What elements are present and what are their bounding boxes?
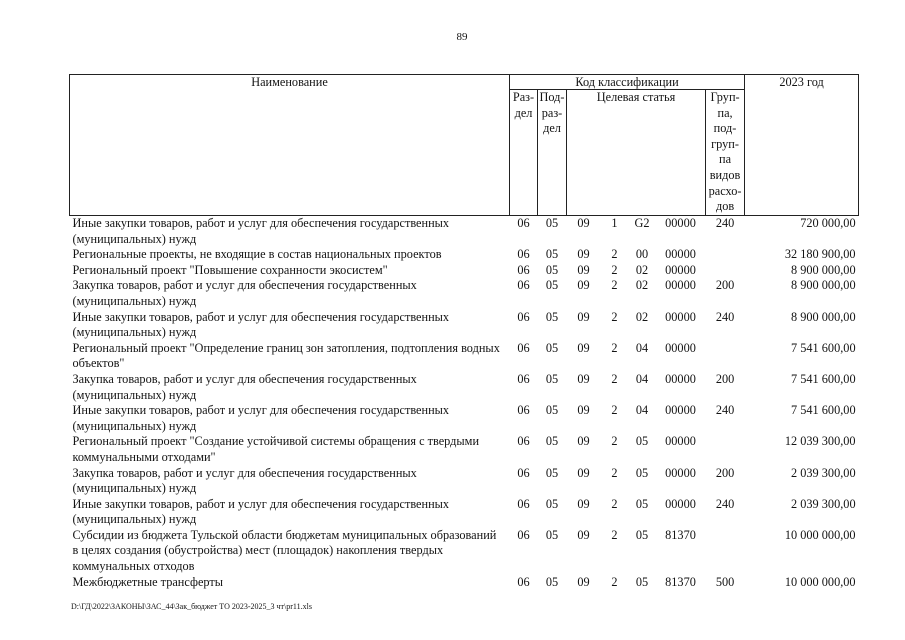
direction-code: 81370 xyxy=(665,574,696,589)
row-name-line: Закупка товаров, работ и услуг для обеспечения государственных xyxy=(72,371,417,386)
program-code: 09 xyxy=(577,496,590,511)
direction-code: 00000 xyxy=(665,309,696,324)
table-row xyxy=(70,278,859,309)
header-expense-type-line: груп- xyxy=(711,136,739,151)
row-name-line: (муниципальных) нужд xyxy=(72,512,197,527)
header-row-1 xyxy=(70,75,859,90)
project-code: 04 xyxy=(635,403,649,418)
header-section-line: Раз- xyxy=(512,90,535,104)
amount-2023: 2 039 300,00 xyxy=(791,496,856,511)
row-name-line: (муниципальных) нужд xyxy=(72,418,197,433)
expense-type-code: 200 xyxy=(715,465,735,480)
subprogram-code: 2 xyxy=(611,247,618,262)
subprogram-code: 2 xyxy=(611,496,618,511)
table-row xyxy=(70,263,859,279)
header-name: Наименование xyxy=(70,75,510,216)
subsection-code: 05 xyxy=(545,574,559,589)
row-name xyxy=(70,528,510,575)
project-code: 05 xyxy=(635,465,649,480)
table-row xyxy=(70,497,859,528)
project-code: 04 xyxy=(635,371,649,386)
section-code: 06 xyxy=(517,574,530,589)
table-row xyxy=(70,310,859,341)
row-name-line: Иные закупки товаров, работ и услуг для обеспечения государственных xyxy=(72,309,450,324)
direction-code: 00000 xyxy=(665,403,696,418)
subprogram-code: 2 xyxy=(611,465,618,480)
table-row xyxy=(70,434,859,465)
table-row xyxy=(70,341,859,372)
subsection-code: 05 xyxy=(545,403,559,418)
program-code: 09 xyxy=(577,465,590,480)
project-code: 02 xyxy=(635,278,649,293)
amount-2023: 2 039 300,00 xyxy=(791,465,856,480)
amount-2023: 7 541 600,00 xyxy=(791,340,856,355)
program-code: 09 xyxy=(577,371,590,386)
header-expense-type-line: под- xyxy=(713,121,737,136)
row-name-line: Региональные проекты, не входящие в состав национальных проектов xyxy=(72,247,442,262)
row-name-line: (муниципальных) нужд xyxy=(72,325,197,340)
header-classification-code: Код классификации xyxy=(510,75,745,90)
header-expense-type-line: Груп- xyxy=(710,90,740,104)
program-code: 09 xyxy=(577,247,590,262)
row-name-line: Иные закупки товаров, работ и услуг для обеспечения государственных xyxy=(72,403,450,418)
program-code: 09 xyxy=(577,340,590,355)
row-name xyxy=(70,278,510,309)
subprogram-code: 2 xyxy=(611,309,618,324)
expense-type-code xyxy=(706,247,745,263)
expense-type-code: 240 xyxy=(715,403,735,418)
direction-code: 00000 xyxy=(665,216,696,230)
section-code: 06 xyxy=(517,371,530,386)
subsection-code: 05 xyxy=(545,278,559,293)
direction-code: 00000 xyxy=(665,465,696,480)
project-code: 05 xyxy=(635,527,649,542)
row-name xyxy=(70,575,510,591)
expense-type-code: 500 xyxy=(715,574,735,589)
header-expense-type-line: расхо- xyxy=(708,183,742,198)
project-code: 02 xyxy=(635,309,649,324)
section-code: 06 xyxy=(517,434,530,449)
section-code: 06 xyxy=(517,309,530,324)
section-code: 06 xyxy=(517,278,530,293)
footer-file-path: D:\ГД\2022\ЗАКОНЫ\ЗАС_44\Зак_бюджет ТО 2023-2025_3 чт\pr11.xls xyxy=(71,602,312,611)
subsection-code: 05 xyxy=(545,247,559,262)
header-expense-type-group xyxy=(706,90,745,216)
expense-type-code xyxy=(706,341,745,372)
table-header xyxy=(70,75,859,216)
direction-code: 00000 xyxy=(665,262,696,277)
table-row xyxy=(70,466,859,497)
subsection-code: 05 xyxy=(545,340,559,355)
header-year: 2023 год xyxy=(745,75,859,216)
amount-2023: 12 039 300,00 xyxy=(784,434,856,449)
header-subsection xyxy=(538,90,567,216)
program-code: 09 xyxy=(577,309,590,324)
row-name-line: Иные закупки товаров, работ и услуг для обеспечения государственных xyxy=(72,496,450,511)
amount-2023: 7 541 600,00 xyxy=(791,403,856,418)
row-name-line: Закупка товаров, работ и услуг для обеспечения государственных xyxy=(72,278,417,293)
row-name-line: коммунальных отходов xyxy=(72,559,195,574)
program-code: 09 xyxy=(577,527,590,542)
direction-code: 00000 xyxy=(665,340,696,355)
project-code: 05 xyxy=(635,434,649,449)
subsection-code: 05 xyxy=(545,262,559,277)
project-code: 02 xyxy=(635,262,649,277)
subprogram-code: 2 xyxy=(611,371,618,386)
row-name xyxy=(70,247,510,263)
subsection-code: 05 xyxy=(545,309,559,324)
row-name-line: (муниципальных) нужд xyxy=(72,231,197,246)
section-code: 06 xyxy=(517,216,530,230)
amount-2023: 8 900 000,00 xyxy=(791,309,856,324)
direction-code: 00000 xyxy=(665,371,696,386)
row-name-line: Региональный проект "Определение границ зон затопления, подтопления водных xyxy=(72,340,500,355)
expense-type-code: 240 xyxy=(715,309,735,324)
header-expense-type-line: дов xyxy=(715,199,735,214)
table-row xyxy=(70,575,859,591)
header-target-article: Целевая статья xyxy=(567,90,706,216)
row-name-line: объектов" xyxy=(72,356,125,371)
amount-2023: 32 180 900,00 xyxy=(784,247,856,262)
expense-type-code: 240 xyxy=(715,216,735,230)
subsection-code: 05 xyxy=(545,527,559,542)
subsection-code: 05 xyxy=(545,434,559,449)
row-name-line: Иные закупки товаров, работ и услуг для обеспечения государственных xyxy=(72,216,450,230)
subprogram-code: 2 xyxy=(611,403,618,418)
row-name xyxy=(70,403,510,434)
row-name-line: (муниципальных) нужд xyxy=(72,293,197,308)
row-name xyxy=(70,466,510,497)
subprogram-code: 2 xyxy=(611,434,618,449)
row-name xyxy=(70,341,510,372)
expense-type-code: 200 xyxy=(715,278,735,293)
header-expense-type-line: видов xyxy=(709,167,741,182)
section-code: 06 xyxy=(517,527,530,542)
project-code: 05 xyxy=(635,496,649,511)
program-code: 09 xyxy=(577,434,590,449)
amount-2023: 7 541 600,00 xyxy=(791,371,856,386)
expense-type-code: 200 xyxy=(715,371,735,386)
table-row xyxy=(70,403,859,434)
subprogram-code: 2 xyxy=(611,262,618,277)
table-row xyxy=(70,528,859,575)
subprogram-code: 2 xyxy=(611,278,618,293)
section-code: 06 xyxy=(517,247,530,262)
project-code: 00 xyxy=(635,247,649,262)
section-code: 06 xyxy=(517,262,530,277)
subsection-code: 05 xyxy=(545,496,559,511)
row-name xyxy=(70,372,510,403)
expense-type-code xyxy=(706,263,745,279)
section-code: 06 xyxy=(517,403,530,418)
amount-2023: 8 900 000,00 xyxy=(791,278,856,293)
direction-code: 00000 xyxy=(665,247,696,262)
amount-2023: 720 000,00 xyxy=(800,216,856,230)
header-expense-type-line: па, xyxy=(717,105,733,120)
row-name xyxy=(70,310,510,341)
header-subsection-line: дел xyxy=(543,121,561,136)
header-section xyxy=(510,90,538,216)
project-code: 04 xyxy=(635,340,649,355)
expense-type-code: 240 xyxy=(715,496,735,511)
amount-2023: 10 000 000,00 xyxy=(784,574,856,589)
table-row xyxy=(70,247,859,263)
row-name-line: (муниципальных) нужд xyxy=(72,481,197,496)
project-code: 05 xyxy=(635,574,649,589)
header-subsection-line: раз- xyxy=(541,105,563,120)
direction-code: 81370 xyxy=(665,527,696,542)
table-row xyxy=(70,372,859,403)
subprogram-code: 2 xyxy=(611,527,618,542)
row-name-line: Субсидии из бюджета Тульской области бюджетам муниципальных образований xyxy=(72,527,497,542)
direction-code: 00000 xyxy=(665,496,696,511)
direction-code: 00000 xyxy=(665,434,696,449)
expense-type-code xyxy=(706,434,745,465)
subsection-code: 05 xyxy=(545,371,559,386)
program-code: 09 xyxy=(577,216,590,230)
table-row xyxy=(70,216,859,248)
subprogram-code: 1 xyxy=(611,216,618,230)
row-name-line: Межбюджетные трансферты xyxy=(72,574,224,589)
program-code: 09 xyxy=(577,278,590,293)
expense-type-code xyxy=(706,528,745,575)
header-subsection-line: Под- xyxy=(539,90,565,104)
subprogram-code: 2 xyxy=(611,340,618,355)
section-code: 06 xyxy=(517,340,530,355)
amount-2023: 10 000 000,00 xyxy=(784,527,856,542)
subprogram-code: 2 xyxy=(611,574,618,589)
header-section-line: дел xyxy=(514,105,533,120)
row-name-line: в целях создания (обустройства) мест (площадок) накопления твердых xyxy=(72,543,444,558)
row-name-line: Региональный проект "Повышение сохранности экосистем" xyxy=(72,262,388,277)
row-name-line: коммунальными отходами" xyxy=(72,449,216,464)
subsection-code: 05 xyxy=(545,216,559,230)
budget-table xyxy=(69,74,859,590)
header-expense-type-line: па xyxy=(719,152,732,167)
page-number: 89 xyxy=(456,31,468,43)
row-name-line: Закупка товаров, работ и услуг для обеспечения государственных xyxy=(72,465,417,480)
subsection-code: 05 xyxy=(545,465,559,480)
row-name xyxy=(70,434,510,465)
row-name xyxy=(70,263,510,279)
row-name xyxy=(70,497,510,528)
row-name-line: Региональный проект "Создание устойчивой системы обращения с твердыми xyxy=(72,434,480,449)
program-code: 09 xyxy=(577,574,590,589)
project-code: G2 xyxy=(634,216,650,230)
direction-code: 00000 xyxy=(665,278,696,293)
program-code: 09 xyxy=(577,403,590,418)
amount-2023: 8 900 000,00 xyxy=(791,262,856,277)
row-name xyxy=(70,216,510,248)
section-code: 06 xyxy=(517,465,530,480)
table-body xyxy=(70,216,859,591)
section-code: 06 xyxy=(517,496,530,511)
row-name-line: (муниципальных) нужд xyxy=(72,387,197,402)
program-code: 09 xyxy=(577,262,590,277)
